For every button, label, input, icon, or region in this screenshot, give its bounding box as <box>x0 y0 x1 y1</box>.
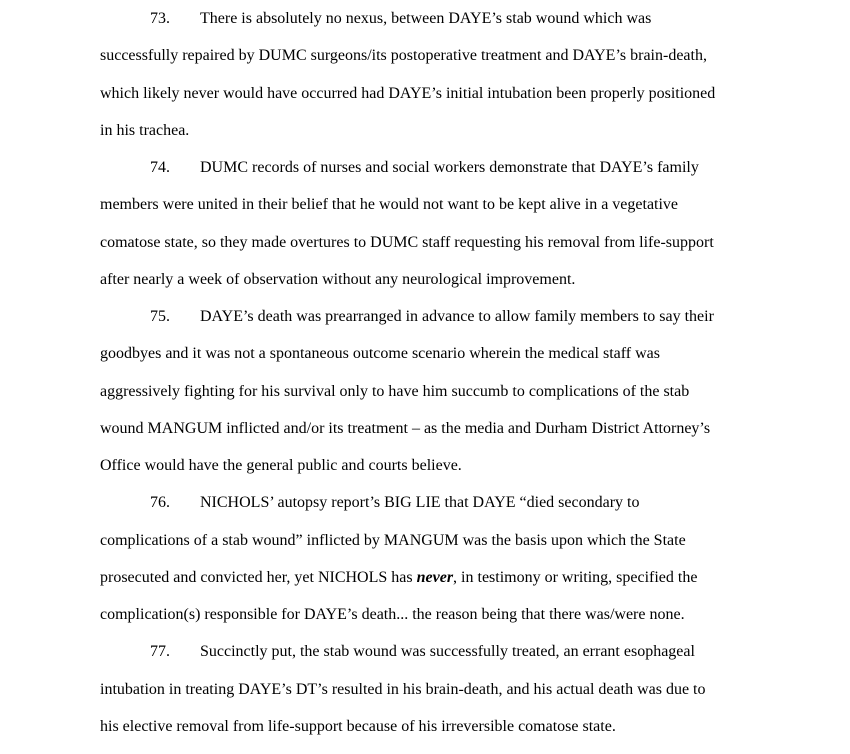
paragraph-line: in his trachea. <box>100 122 190 139</box>
paragraph-line: his elective removal from life-support because of his irreversible comatose state. <box>100 718 616 735</box>
line-text: , in testimony or writing, specified the <box>453 569 698 586</box>
paragraph-text: DUMC records of nurses and social workers demonstrate that DAYE’s family <box>200 159 699 176</box>
paragraph-line: Office would have the general public and courts believe. <box>100 457 462 474</box>
paragraph-line: comatose state, so they made overtures to DUMC staff requesting his removal from life-support <box>100 234 714 251</box>
paragraph-line: aggressively fighting for his survival only to have him succumb to complications of the stab <box>100 383 690 400</box>
paragraph-text: DAYE’s death was prearranged in advance to allow family members to say their <box>200 308 714 325</box>
paragraph-line <box>100 568 697 588</box>
emphasized-word: never <box>416 569 454 586</box>
paragraph-text: There is absolutely no nexus, between DAYE’s stab wound which was <box>200 10 652 27</box>
paragraph-text: Succinctly put, the stab wound was successfully treated, an errant esophageal <box>200 643 695 660</box>
paragraph-line: complications of a stab wound” inflicted by MANGUM was the basis upon which the State <box>100 532 686 549</box>
paragraph-line: intubation in treating DAYE’s DT’s resulted in his brain-death, and his actual death was due to <box>100 681 706 698</box>
line-text: prosecuted and convicted her, yet NICHOLS has <box>100 569 417 586</box>
paragraph-number: 76. <box>150 494 170 511</box>
paragraph-text: NICHOLS’ autopsy report’s BIG LIE that DAYE “died secondary to <box>200 494 640 511</box>
paragraph-line: members were united in their belief that he would not want to be kept alive in a vegetative <box>100 196 679 213</box>
paragraph-line: which likely never would have occurred had DAYE’s initial intubation been properly positioned <box>100 85 716 102</box>
paragraph-number: 73. <box>150 10 170 27</box>
paragraph-line: successfully repaired by DUMC surgeons/its postoperative treatment and DAYE’s brain-death, <box>100 47 707 64</box>
paragraph-line: wound MANGUM inflicted and/or its treatment – as the media and Durham District Attorney’s <box>100 420 711 437</box>
paragraph-number: 75. <box>150 308 170 325</box>
paragraph-line: complication(s) responsible for DAYE’s death... the reason being that there was/were none. <box>100 606 685 623</box>
paragraph-number: 74. <box>150 159 170 176</box>
paragraph-number: 77. <box>150 643 170 660</box>
paragraph-line: goodbyes and it was not a spontaneous outcome scenario wherein the medical staff was <box>100 345 660 362</box>
paragraph-line: after nearly a week of observation without any neurological improvement. <box>100 271 576 288</box>
